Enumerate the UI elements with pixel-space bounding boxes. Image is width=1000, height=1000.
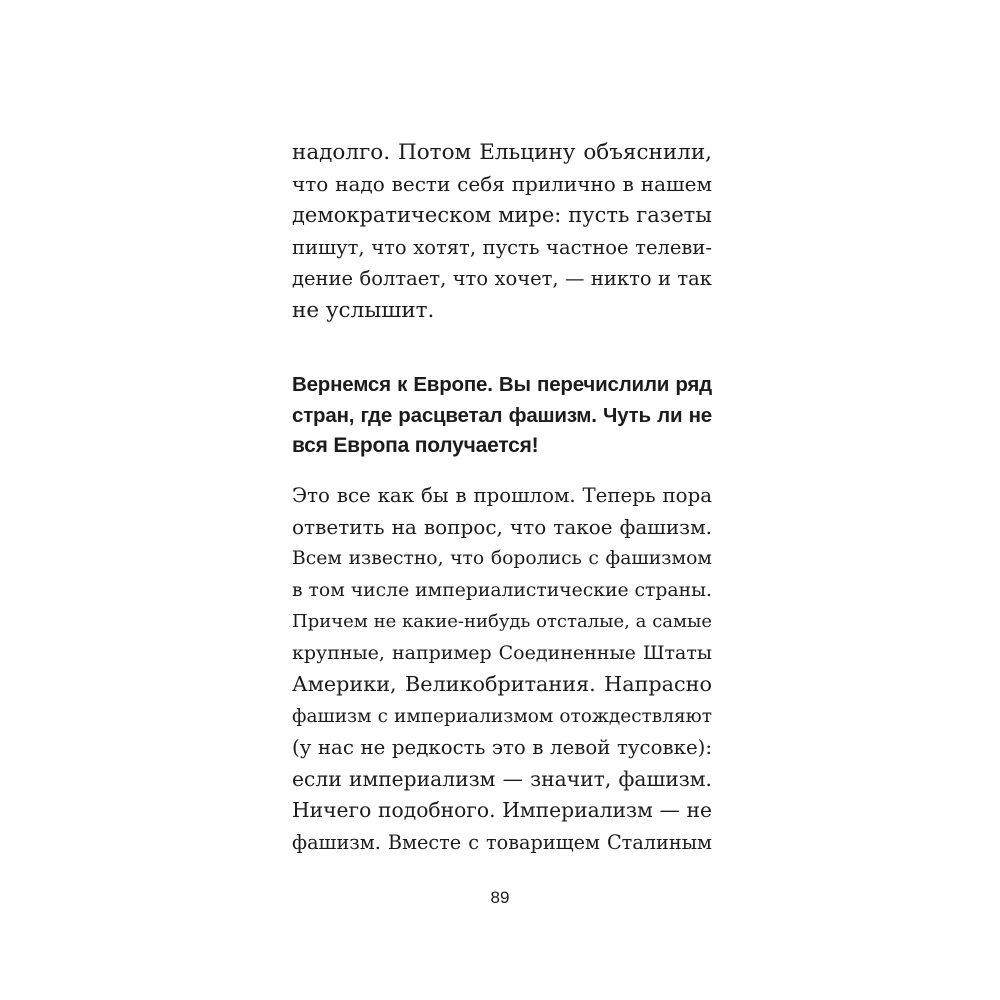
- text-line: фашизм с империализмом отождествляют: [292, 705, 712, 727]
- question-line: Вернемся к Европе. Вы перечислили ряд: [292, 373, 712, 396]
- text-line: Причем не какие-нибудь отсталые, а самые: [292, 611, 712, 632]
- paragraph-2: [292, 480, 712, 858]
- text-line: (у нас не редкость это в левой тусовке):: [292, 736, 712, 759]
- question-line: стран, где расцветал фашизм. Чуть ли не: [292, 403, 712, 427]
- page-number: 89: [490, 888, 510, 907]
- text-line: Ничего подобного. Империализм — не: [292, 798, 712, 822]
- text-line: демократическом мире: пусть газеты: [292, 203, 712, 227]
- paragraph-1: [292, 137, 712, 326]
- text-line: Это все как бы в прошлом. Теперь пора: [292, 484, 712, 507]
- interview-question: [292, 370, 712, 462]
- text-line: надолго. Потом Ельцину объяснили,: [292, 140, 712, 165]
- text-line: в том числе империалистические страны.: [292, 579, 712, 601]
- question-line: вся Европа получается!: [292, 434, 539, 457]
- text-line: ответить на вопрос, что такое фашизм.: [292, 514, 712, 539]
- text-line: крупные, например Соединенные Штаты: [292, 641, 712, 664]
- text-line: пишут, что хотят, пусть частное телеви-: [292, 235, 712, 259]
- text-line: не услышит.: [292, 297, 435, 323]
- text-line: Америки, Великобритания. Напрасно: [292, 672, 712, 696]
- text-line: фашизм. Вместе с товарищем Сталиным: [292, 830, 712, 854]
- text-line: Всем известно, что боролись с фашизмом: [292, 548, 712, 569]
- text-line: что надо вести себя прилично в нашем: [292, 171, 712, 196]
- text-line: дение болтает, что хочет, — никто и так: [292, 267, 712, 290]
- text-line: если империализм — значит, фашизм.: [292, 766, 712, 791]
